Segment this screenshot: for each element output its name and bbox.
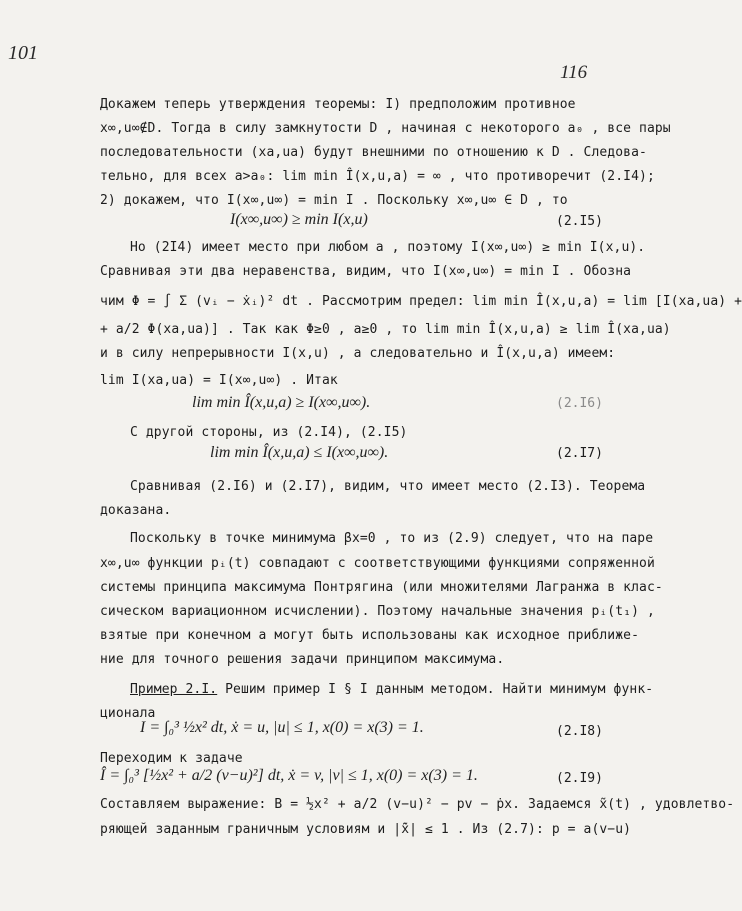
equation-number: (2.I6) bbox=[556, 396, 603, 411]
text-line: Поскольку в точке минимума βx=0 , то из (2.9) следует, что на паре bbox=[130, 531, 654, 546]
text-line: 2) докажем, что I(x∞,u∞) = min I . Поскольку x∞,u∞ ∈ D , то bbox=[100, 193, 568, 208]
text-line: ние для точного решения задачи принципом максимума. bbox=[100, 652, 505, 667]
equation-2-18: I = ∫₀³ ½x² dt, ẋ = u, |u| ≤ 1, x(0) = x(3) = 1. bbox=[140, 719, 424, 736]
text-line: ционала bbox=[100, 706, 156, 721]
text-line: Но (2I4) имеет место при любом a , поэтому I(x∞,u∞) ≥ min I(x,u). bbox=[130, 240, 646, 255]
equation-number: (2.I9) bbox=[556, 771, 603, 786]
text-line: Докажем теперь утверждения теоремы: I) предположим противное bbox=[100, 97, 576, 112]
equation-number: (2.I5) bbox=[556, 214, 603, 229]
example-title: Пример 2.I. bbox=[130, 682, 218, 697]
text-line: системы принципа максимума Понтрягина (или множителями Лагранжа в клас- bbox=[100, 580, 663, 595]
text-line: чим Φ = ∫ Σ (vᵢ − ẋᵢ)² dt . Рассмотрим предел: lim min Î(x,u,a) = lim [I(xa,ua) + bbox=[100, 294, 742, 309]
equation-2-15: I(x∞,u∞) ≥ min I(x,u) bbox=[230, 211, 368, 228]
text-line: lim I(xa,ua) = I(x∞,u∞) . Итак bbox=[100, 373, 338, 388]
text-line: Переходим к задаче bbox=[100, 751, 243, 766]
text-line: Составляем выражение: B = ½x² + a/2 (v−u)² − pv − ṗx. Задаемся x̃(t) , удовлетво- bbox=[100, 797, 735, 812]
text-line: x∞,u∞ функции pᵢ(t) совпадают с соответствующими функциями сопряженной bbox=[100, 556, 655, 571]
text-line: x∞,u∞∉D. Тогда в силу замкнутости D , начиная с некоторого a₀ , все пары bbox=[100, 121, 671, 136]
text-line: С другой стороны, из (2.I4), (2.I5) bbox=[130, 425, 408, 440]
text-line: доказана. bbox=[100, 503, 172, 518]
text-line: + a/2 Φ(xa,ua)] . Так как Φ≥0 , a≥0 , то lim min Î(x,u,a) ≥ lim Î(xa,ua) bbox=[100, 322, 671, 337]
equation-number: (2.I7) bbox=[556, 446, 603, 461]
text-line: сическом вариационном исчислении). Поэтому начальные значения pᵢ(t₁) , bbox=[100, 604, 655, 619]
equation-2-16: lim min Î(x,u,a) ≥ I(x∞,u∞). bbox=[192, 394, 371, 411]
page-number: 116 bbox=[560, 62, 588, 83]
text-line: ряющей заданным граничным условиям и |x̃̇| ≤ 1 . Из (2.7): p = a(v−u) bbox=[100, 822, 632, 837]
example-text: Решим пример I § I данным методом. Найти минимум функ- bbox=[217, 682, 654, 697]
text-line: Сравнивая эти два неравенства, видим, что I(x∞,u∞) = min I . Обозна bbox=[100, 264, 632, 279]
text-line: взятые при конечном a могут быть использованы как исходное приближе- bbox=[100, 628, 640, 643]
text-line: последовательности (xa,ua) будут внешними по отношению к D . Следова- bbox=[100, 145, 647, 160]
equation-2-19: Î = ∫₀³ [½x² + a/2 (v−u)²] dt, ẋ = v, |v| ≤ 1, x(0) = x(3) = 1. bbox=[100, 767, 478, 784]
equation-2-17: lim min Î(x,u,a) ≤ I(x∞,u∞). bbox=[210, 444, 389, 461]
text-line: Сравнивая (2.I6) и (2.I7), видим, что имеет место (2.I3). Теорема bbox=[130, 479, 646, 494]
equation-number: (2.I8) bbox=[556, 724, 603, 739]
corner-page-number: 101 bbox=[8, 42, 38, 64]
text-line: тельно, для всех a>a₀: lim min Î(x,u,a) = ∞ , что противоречит (2.I4); bbox=[100, 169, 655, 184]
example-line bbox=[130, 681, 654, 699]
text-line: и в силу непрерывности I(x,u) , а следовательно и Î(x,u,a) имеем: bbox=[100, 346, 616, 361]
